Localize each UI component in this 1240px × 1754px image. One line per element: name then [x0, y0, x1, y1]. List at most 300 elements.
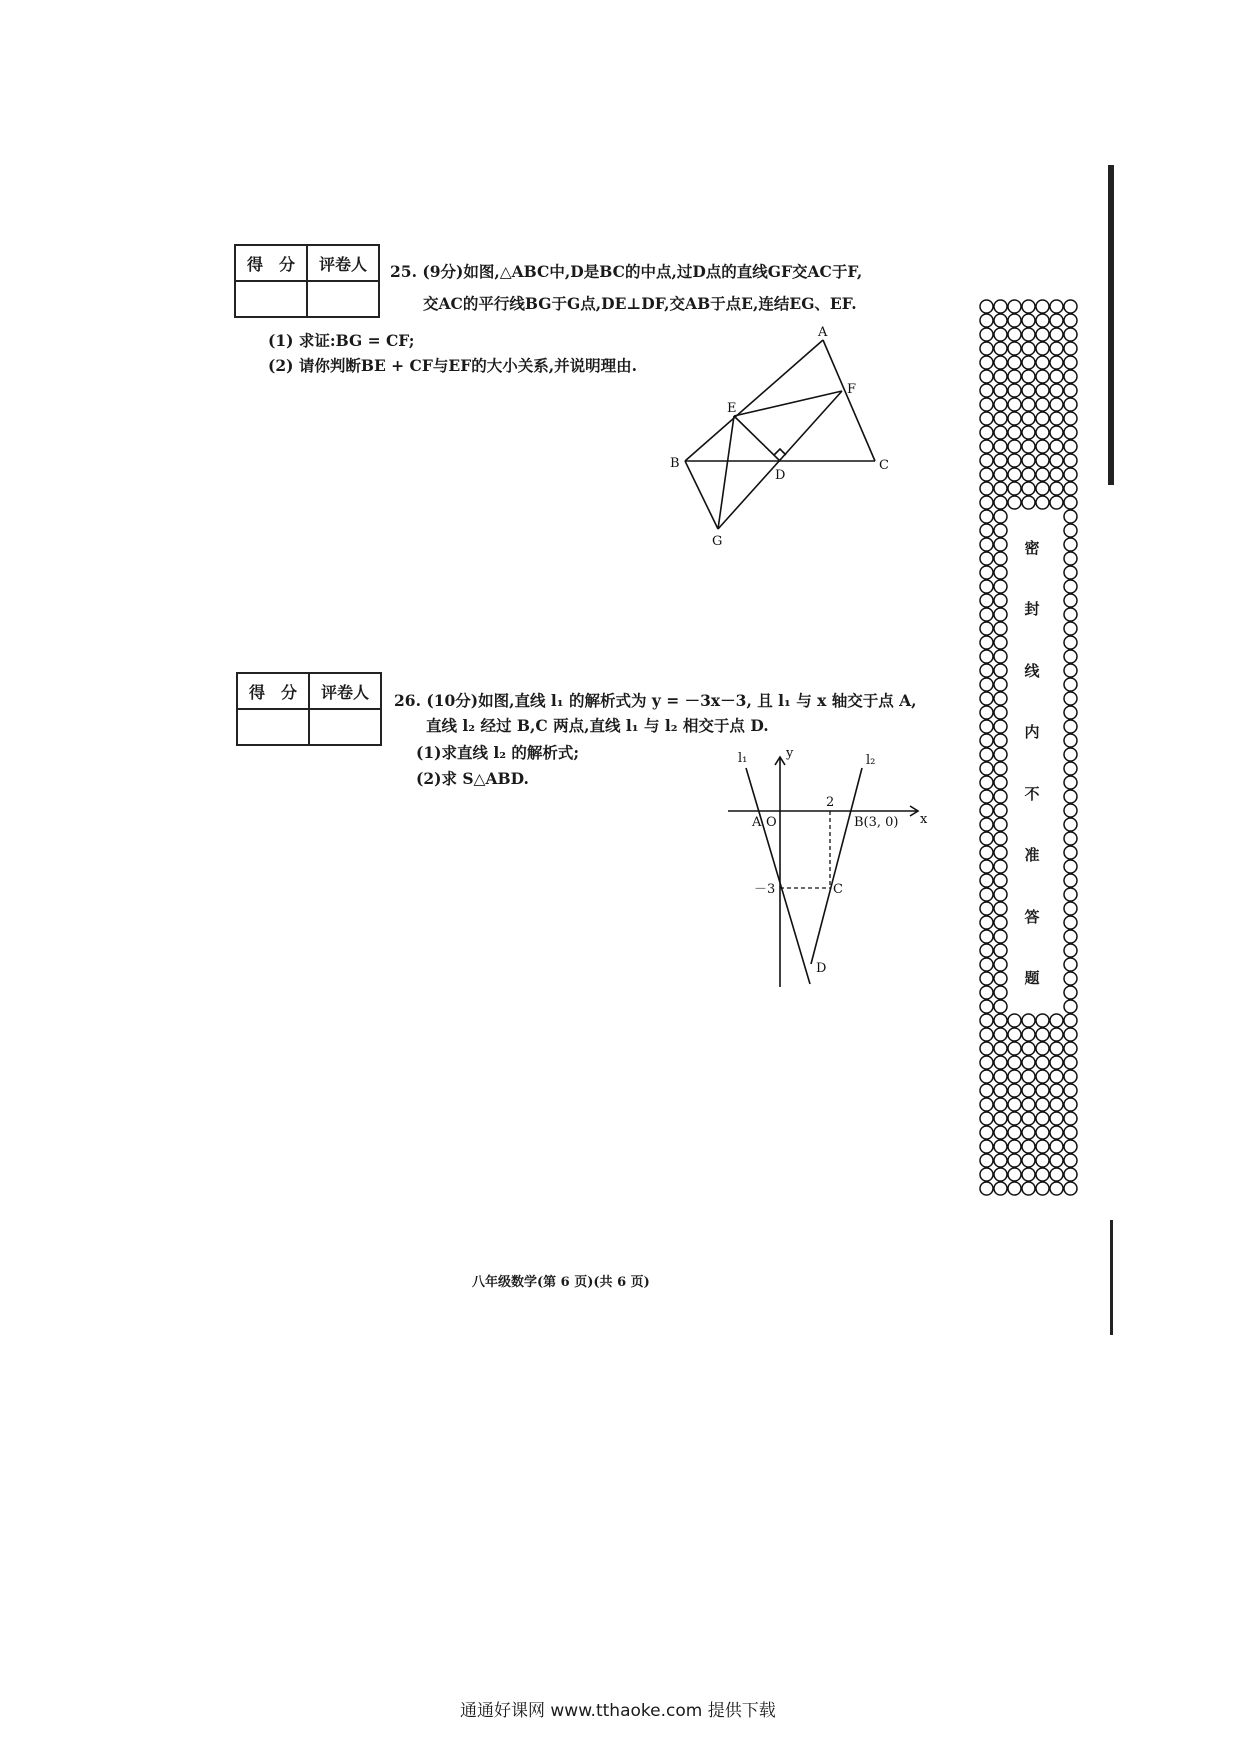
seal-circle — [1022, 1028, 1035, 1041]
seal-circle — [1050, 1028, 1063, 1041]
seal-circle — [994, 790, 1007, 803]
seal-circle — [1064, 580, 1077, 593]
seal-circle — [980, 538, 993, 551]
seal-circle — [980, 860, 993, 873]
seal-circle — [1036, 1014, 1049, 1027]
seal-circle — [980, 804, 993, 817]
seal-circle — [1008, 1126, 1021, 1139]
seal-circle — [994, 300, 1007, 313]
seal-circle — [1036, 1168, 1049, 1181]
q26-score-table — [236, 672, 382, 746]
seal-circle — [1022, 482, 1035, 495]
page-footer: 八年级数学(第 6 页)(共 6 页) — [472, 1275, 650, 1290]
seal-circle — [1064, 496, 1077, 509]
seal-circle — [1008, 370, 1021, 383]
seal-circle — [1022, 1140, 1035, 1153]
seal-circle — [994, 1028, 1007, 1041]
q25-line1: 25. (9分)如图,△ABC中,D是BC的中点,过D点的直线GF交AC于F, — [390, 262, 863, 281]
seal-circle — [994, 706, 1007, 719]
seal-circle — [1064, 790, 1077, 803]
seal-circle — [980, 874, 993, 887]
seal-circle — [1036, 1154, 1049, 1167]
seal-circle — [1064, 426, 1077, 439]
seal-circle — [994, 748, 1007, 761]
seal-circle — [1008, 1168, 1021, 1181]
seal-circle — [994, 888, 1007, 901]
seal-circle — [994, 1084, 1007, 1097]
seal-circle — [1064, 1098, 1077, 1111]
seal-circle — [1064, 916, 1077, 929]
seal-circle — [1064, 902, 1077, 915]
seal-circle — [1064, 566, 1077, 579]
seal-circle — [980, 720, 993, 733]
seal-circle — [1064, 692, 1077, 705]
seal-circle — [994, 426, 1007, 439]
seal-circle — [1050, 384, 1063, 397]
seal-circle — [1064, 1056, 1077, 1069]
seal-circle — [994, 496, 1007, 509]
seal-circle — [980, 1042, 993, 1055]
seal-circle — [1022, 1014, 1035, 1027]
seal-circle — [1064, 762, 1077, 775]
seal-circle — [980, 384, 993, 397]
seal-circle — [994, 804, 1007, 817]
seal-circle — [980, 734, 993, 747]
seal-circle — [1050, 1154, 1063, 1167]
seal-circle — [1036, 1056, 1049, 1069]
seal-circle — [980, 972, 993, 985]
seal-circle — [1022, 412, 1035, 425]
seal-circle — [994, 454, 1007, 467]
seal-circle — [1008, 1014, 1021, 1027]
seal-circle — [1022, 1070, 1035, 1083]
seal-circle — [980, 636, 993, 649]
seal-circle — [1064, 454, 1077, 467]
seal-circle — [994, 398, 1007, 411]
seal-circle — [980, 944, 993, 957]
seal-circle — [994, 440, 1007, 453]
seal-circle — [994, 370, 1007, 383]
seal-circle — [994, 1056, 1007, 1069]
seal-circle — [994, 356, 1007, 369]
seal-circle — [980, 454, 993, 467]
seal-circle — [1008, 426, 1021, 439]
seal-circle — [980, 468, 993, 481]
label-x: x — [920, 812, 928, 827]
seal-circle — [980, 608, 993, 621]
label-B: B — [670, 456, 680, 471]
seal-circle — [994, 328, 1007, 341]
grader-cell — [307, 281, 379, 317]
score-cell — [235, 281, 307, 317]
q25-line2: 交AC的平行线BG于G点,DE⊥DF,交AB于点E,连结EG、EF. — [423, 294, 857, 313]
seal-circle — [1008, 314, 1021, 327]
label-l2: l₂ — [866, 753, 876, 768]
seal-circle — [994, 846, 1007, 859]
seal-circle — [1050, 412, 1063, 425]
seal-circle — [1036, 328, 1049, 341]
seal-circle — [994, 342, 1007, 355]
seal-circle — [980, 1112, 993, 1125]
seal-circle — [1008, 412, 1021, 425]
seal-circle — [980, 1140, 993, 1153]
label-A: A — [818, 326, 828, 340]
seal-circle — [1050, 426, 1063, 439]
grader-header: 评卷人 — [309, 673, 381, 709]
seal-circle — [1050, 328, 1063, 341]
seal-circle — [1064, 398, 1077, 411]
seal-circle — [980, 594, 993, 607]
seal-circle — [1050, 1056, 1063, 1069]
seal-circle — [994, 692, 1007, 705]
label-l1: l₁ — [738, 751, 748, 766]
seal-circle — [994, 1140, 1007, 1153]
seal-circle — [1064, 860, 1077, 873]
seal-circle — [994, 650, 1007, 663]
seal-circle — [1064, 1168, 1077, 1181]
seal-circle — [1050, 356, 1063, 369]
seal-circle — [994, 930, 1007, 943]
seal-circle — [1064, 650, 1077, 663]
seal-circle — [980, 818, 993, 831]
seal-circle — [1008, 1154, 1021, 1167]
seal-circle — [1064, 622, 1077, 635]
seal-circle — [1036, 496, 1049, 509]
seal-circle — [980, 664, 993, 677]
seal-circle — [1008, 1140, 1021, 1153]
seal-circle — [1064, 412, 1077, 425]
seal-circle — [1064, 846, 1077, 859]
seal-circle — [980, 328, 993, 341]
seal-circle — [980, 762, 993, 775]
seal-circle — [1050, 496, 1063, 509]
seal-circle — [1050, 454, 1063, 467]
seal-circle — [1022, 1098, 1035, 1111]
seg-DE — [734, 416, 780, 461]
seal-circle — [994, 636, 1007, 649]
seal-circle — [1036, 1028, 1049, 1041]
seal-circle — [1008, 300, 1021, 313]
seal-circle — [980, 566, 993, 579]
seal-circle — [994, 1126, 1007, 1139]
seal-circle — [1008, 1070, 1021, 1083]
seal-circle — [1064, 818, 1077, 831]
seal-circle — [1064, 874, 1077, 887]
seal-circle — [1064, 664, 1077, 677]
seal-circle — [1064, 888, 1077, 901]
seal-circle — [1036, 412, 1049, 425]
seal-circle — [1008, 1042, 1021, 1055]
seal-circle — [1064, 986, 1077, 999]
seal-circle — [1008, 356, 1021, 369]
seal-circle — [1050, 440, 1063, 453]
seal-circle — [994, 622, 1007, 635]
seal-circle — [1050, 482, 1063, 495]
seal-circle — [980, 1098, 993, 1111]
seal-circle — [1064, 356, 1077, 369]
seal-circle — [980, 300, 993, 313]
seal-circle — [980, 916, 993, 929]
seal-circle — [980, 748, 993, 761]
seal-char: 不 — [1024, 784, 1040, 803]
q26-sub1: (1)求直线 l₂ 的解析式; — [416, 743, 580, 762]
seal-circle — [994, 468, 1007, 481]
seal-char: 题 — [1024, 968, 1040, 987]
seal-circle — [994, 860, 1007, 873]
seal-circle — [980, 510, 993, 523]
seal-circle — [1022, 384, 1035, 397]
seal-circle — [994, 1168, 1007, 1181]
seal-circle — [1064, 832, 1077, 845]
seal-char: 封 — [1024, 600, 1040, 619]
seal-circle — [980, 496, 993, 509]
seal-circle — [1022, 328, 1035, 341]
seal-circle — [1064, 1154, 1077, 1167]
seal-circle — [980, 650, 993, 663]
score-cell — [237, 709, 309, 745]
seal-circle — [1050, 1084, 1063, 1097]
seal-circle — [994, 524, 1007, 537]
scan-edge-top — [1108, 165, 1114, 485]
seal-circle — [980, 902, 993, 915]
label-2: 2 — [826, 795, 835, 810]
seal-circle — [1022, 1084, 1035, 1097]
seal-circle — [1050, 370, 1063, 383]
download-credit: 通通好课网 www.tthaoke.com 提供下载 — [460, 1701, 776, 1721]
seal-circle — [994, 832, 1007, 845]
seal-circle — [1036, 384, 1049, 397]
seal-circle — [1064, 734, 1077, 747]
seal-circle — [1022, 1042, 1035, 1055]
seal-circle — [1036, 1084, 1049, 1097]
q26-line1: 26. (10分)如图,直线 l₁ 的解析式为 y = －3x－3, 且 l₁ 与 x 轴交于点 A, — [394, 691, 917, 710]
seal-circle — [1064, 1070, 1077, 1083]
seal-circle — [980, 622, 993, 635]
grader-cell — [309, 709, 381, 745]
seal-circle — [980, 1000, 993, 1013]
seal-circle — [994, 1014, 1007, 1027]
seal-circle — [980, 398, 993, 411]
seal-circle — [1064, 1014, 1077, 1027]
seal-circle — [1050, 1098, 1063, 1111]
seal-circle — [1064, 1182, 1077, 1195]
seal-circle — [994, 1000, 1007, 1013]
seal-char: 内 — [1024, 723, 1040, 742]
seal-circle — [980, 552, 993, 565]
seal-circle — [980, 706, 993, 719]
seal-circle — [1036, 1182, 1049, 1195]
seal-circle — [1008, 1084, 1021, 1097]
seal-circle — [994, 762, 1007, 775]
seal-circle — [1064, 314, 1077, 327]
seal-circle — [994, 1112, 1007, 1125]
seal-circle — [1008, 328, 1021, 341]
seal-circle — [994, 734, 1007, 747]
seal-circle — [1064, 706, 1077, 719]
q25-sub1: (1) 求证:BG = CF; — [268, 331, 415, 350]
seal-circle — [1064, 440, 1077, 453]
seal-circle — [980, 678, 993, 691]
seal-circle — [980, 1028, 993, 1041]
seal-circle — [994, 314, 1007, 327]
label-G: G — [712, 534, 723, 549]
seal-circle — [1036, 398, 1049, 411]
seal-circle — [1036, 468, 1049, 481]
q25-sub2: (2) 请你判断BE + CF与EF的大小关系,并说明理由. — [268, 356, 637, 375]
seal-circle — [1022, 1154, 1035, 1167]
seal-circle — [994, 678, 1007, 691]
label-A: A — [752, 815, 762, 830]
seal-circle — [980, 426, 993, 439]
seal-circle — [1064, 678, 1077, 691]
seal-circle — [980, 370, 993, 383]
seal-circle — [1022, 1126, 1035, 1139]
seal-circle — [980, 580, 993, 593]
seal-circle — [1050, 1126, 1063, 1139]
seal-circle — [1036, 426, 1049, 439]
seal-circle — [980, 958, 993, 971]
seal-circle — [1036, 1126, 1049, 1139]
seal-circle — [1064, 1084, 1077, 1097]
label-C: C — [833, 882, 843, 897]
seal-circle — [980, 1084, 993, 1097]
seal-circle — [980, 482, 993, 495]
seal-circle — [1022, 370, 1035, 383]
seal-circle — [1064, 1140, 1077, 1153]
seal-circle — [1022, 440, 1035, 453]
seg-AC — [823, 340, 875, 461]
seal-circle — [980, 846, 993, 859]
seal-circle — [1036, 482, 1049, 495]
seal-circle — [1064, 538, 1077, 551]
q26-line2: 直线 l₂ 经过 B,C 两点,直线 l₁ 与 l₂ 相交于点 D. — [426, 716, 769, 735]
seal-circle — [1036, 1042, 1049, 1055]
seal-circle — [1050, 1140, 1063, 1153]
seal-circle — [1036, 300, 1049, 313]
seal-circle — [1008, 496, 1021, 509]
seal-circle — [1036, 370, 1049, 383]
seal-circle — [1064, 944, 1077, 957]
seal-circle — [980, 356, 993, 369]
seal-circle — [1050, 300, 1063, 313]
seal-circle — [1050, 1042, 1063, 1055]
seal-circle — [1064, 468, 1077, 481]
seal-char: 答 — [1024, 907, 1040, 926]
label-neg3: －3 — [754, 882, 776, 897]
seal-circle — [980, 342, 993, 355]
seal-circle — [1022, 468, 1035, 481]
seal-circle — [1064, 510, 1077, 523]
label-B: B(3, 0) — [854, 815, 899, 830]
seal-circle — [994, 412, 1007, 425]
seal-circle — [994, 874, 1007, 887]
seal-circle — [1036, 342, 1049, 355]
seal-circle — [980, 1168, 993, 1181]
seal-circle — [1064, 1112, 1077, 1125]
seal-circle — [1050, 1070, 1063, 1083]
seal-circle — [1050, 1014, 1063, 1027]
label-y: y — [786, 746, 794, 761]
seal-circle — [980, 1070, 993, 1083]
seal-circle — [1064, 930, 1077, 943]
seal-circle — [994, 510, 1007, 523]
seal-circle — [1008, 440, 1021, 453]
label-O: O — [766, 815, 777, 830]
seal-circle — [994, 1070, 1007, 1083]
seal-circle — [1064, 328, 1077, 341]
seal-char: 密 — [1024, 539, 1040, 557]
label-C: C — [879, 458, 889, 473]
seal-circle — [980, 790, 993, 803]
seal-circle — [1050, 468, 1063, 481]
seal-circle — [994, 608, 1007, 621]
seal-circle — [994, 902, 1007, 915]
seal-circle — [1022, 356, 1035, 369]
seal-circle — [1064, 482, 1077, 495]
seal-circle — [994, 972, 1007, 985]
seal-char: 准 — [1024, 846, 1040, 865]
seal-circle — [1064, 958, 1077, 971]
seal-circle — [1022, 454, 1035, 467]
seal-char: 线 — [1024, 661, 1040, 680]
seal-circle — [994, 594, 1007, 607]
seal-circle — [980, 1056, 993, 1069]
seal-circle — [994, 986, 1007, 999]
label-D: D — [775, 468, 786, 483]
seal-circle — [994, 1042, 1007, 1055]
seal-circle — [980, 776, 993, 789]
seal-circle — [1022, 314, 1035, 327]
seal-circle — [1008, 384, 1021, 397]
seal-circle — [1008, 482, 1021, 495]
seal-circle — [980, 412, 993, 425]
seal-circle — [994, 720, 1007, 733]
seal-circle — [994, 958, 1007, 971]
seal-circle — [980, 986, 993, 999]
seal-circle — [994, 566, 1007, 579]
seal-circle — [1064, 776, 1077, 789]
label-F: F — [847, 382, 857, 397]
seal-circle — [1064, 720, 1077, 733]
seal-circle — [980, 1182, 993, 1195]
score-header: 得 分 — [235, 245, 307, 281]
seal-circle — [1036, 1070, 1049, 1083]
seal-circle — [994, 944, 1007, 957]
seal-circle — [994, 1182, 1007, 1195]
seal-circle — [1008, 1182, 1021, 1195]
seal-circle — [980, 1126, 993, 1139]
score-header: 得 分 — [237, 673, 309, 709]
seal-circle — [1064, 300, 1077, 313]
seal-circle — [1008, 342, 1021, 355]
seal-circle — [980, 1154, 993, 1167]
seal-circle — [1064, 608, 1077, 621]
seal-circle — [1008, 1028, 1021, 1041]
seal-circle — [980, 440, 993, 453]
seal-circle — [1050, 314, 1063, 327]
seal-circle — [980, 692, 993, 705]
seal-circle — [1064, 748, 1077, 761]
q26-sub2: (2)求 S△ABD. — [416, 769, 529, 788]
seal-circle — [1064, 524, 1077, 537]
seal-circle — [1050, 1112, 1063, 1125]
seg-EG — [718, 416, 734, 529]
seal-circle — [994, 664, 1007, 677]
q25-score-table — [234, 244, 380, 318]
seal-circle — [1008, 468, 1021, 481]
seal-circle — [1022, 1112, 1035, 1125]
seal-circle — [994, 916, 1007, 929]
